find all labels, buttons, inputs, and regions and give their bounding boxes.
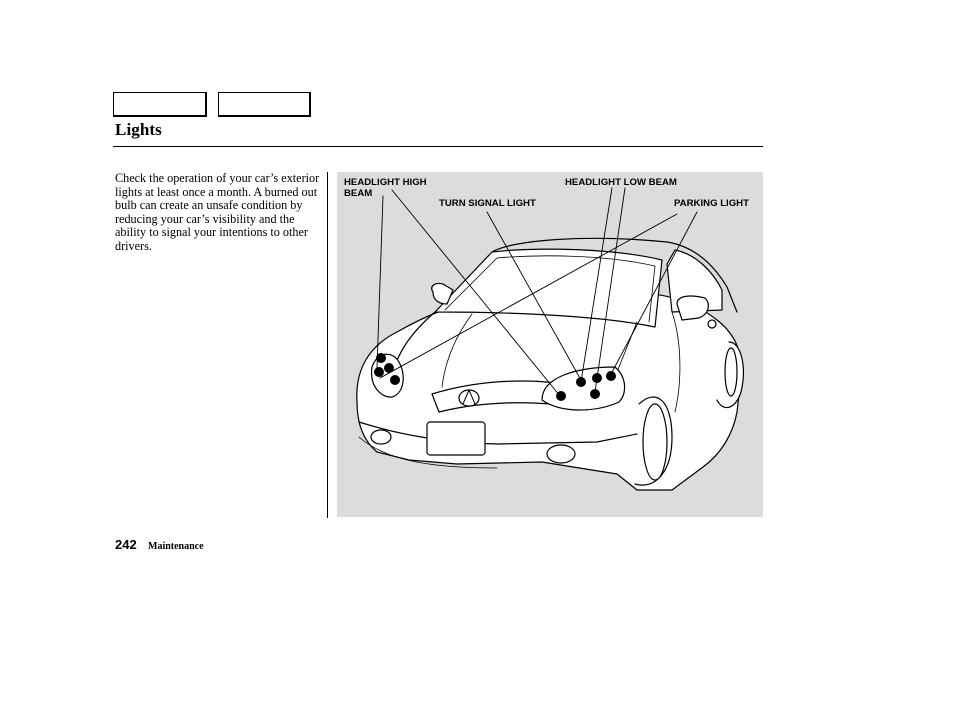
title-divider: [113, 146, 763, 147]
callout-headlight-high-beam-line1: HEADLIGHT HIGH: [344, 177, 427, 188]
car-lights-figure: [337, 172, 763, 517]
callout-headlight-low-beam: HEADLIGHT LOW BEAM: [565, 177, 677, 188]
car-illustration: [337, 172, 763, 517]
column-divider: [327, 172, 328, 518]
page-number: 242: [115, 537, 137, 552]
callout-turn-signal-light: TURN SIGNAL LIGHT: [439, 198, 536, 209]
callout-headlight-high-beam: [344, 178, 427, 199]
nav-tab-next[interactable]: [218, 92, 311, 117]
callout-headlight-high-beam-line2: BEAM: [344, 187, 373, 199]
body-paragraph: Check the operation of your car’s exterior lights at least once a month. A burned out bulb can create an unsafe condition by reducing your car’s visibility and the ability to signal your intentions to other drivers.: [115, 171, 320, 253]
page-title: Lights: [115, 120, 162, 139]
footer-section-name: Maintenance: [148, 541, 204, 552]
nav-tab-previous[interactable]: [113, 92, 207, 117]
callout-parking-light: PARKING LIGHT: [674, 198, 749, 209]
